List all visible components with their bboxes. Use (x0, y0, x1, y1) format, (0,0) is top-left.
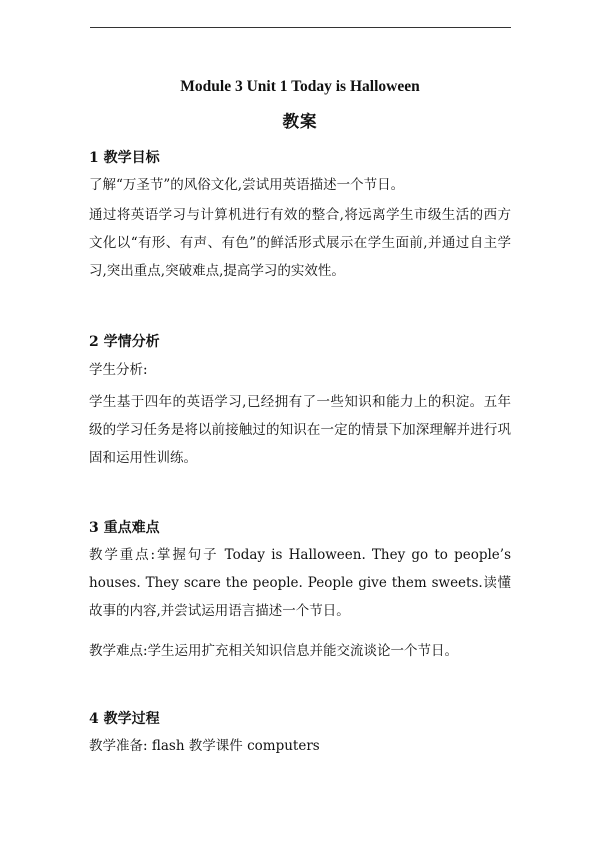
analysis-paragraph-2: 学生基于四年的英语学习,已经拥有了一些知识和能力上的积淀。五年级的学习任务是将以前接触过的知识在一定的情景下加深理解并进行巩固和运用性训练。 (89, 394, 511, 466)
document-subtitle: 教案 (282, 112, 318, 131)
process-paragraph-1: 教学准备: flash 教学课件 computers (89, 738, 320, 754)
section-heading-key-points: 3 重点难点 (89, 520, 160, 536)
analysis-paragraph-1: 学生分析: (89, 362, 148, 378)
key-points-paragraph-1: 教学重点:掌握句子 Today is Halloween. They go to people’s houses. They scare the people. People give them sweets.读懂故事的内容,并尝试运用语言描述一个节日。 (89, 547, 511, 619)
top-rule (90, 27, 511, 28)
document-title: Module 3 Unit 1 Today is Halloween (180, 78, 420, 95)
section-heading-objectives: 1 教学目标 (89, 150, 160, 166)
key-points-paragraph-2: 教学难点:学生运用扩充相关知识信息并能交流谈论一个节日。 (89, 643, 459, 659)
objectives-paragraph-1: 了解“万圣节”的风俗文化,尝试用英语描述一个节日。 (89, 177, 405, 193)
section-heading-analysis: 2 学情分析 (89, 334, 160, 350)
objectives-paragraph-2: 通过将英语学习与计算机进行有效的整合,将远离学生市级生活的西方文化以“有形、有声、有色”的鲜活形式展示在学生面前,并通过自主学习,突出重点,突破难点,提高学习的实效性。 (89, 207, 511, 279)
section-heading-process: 4 教学过程 (89, 711, 160, 727)
